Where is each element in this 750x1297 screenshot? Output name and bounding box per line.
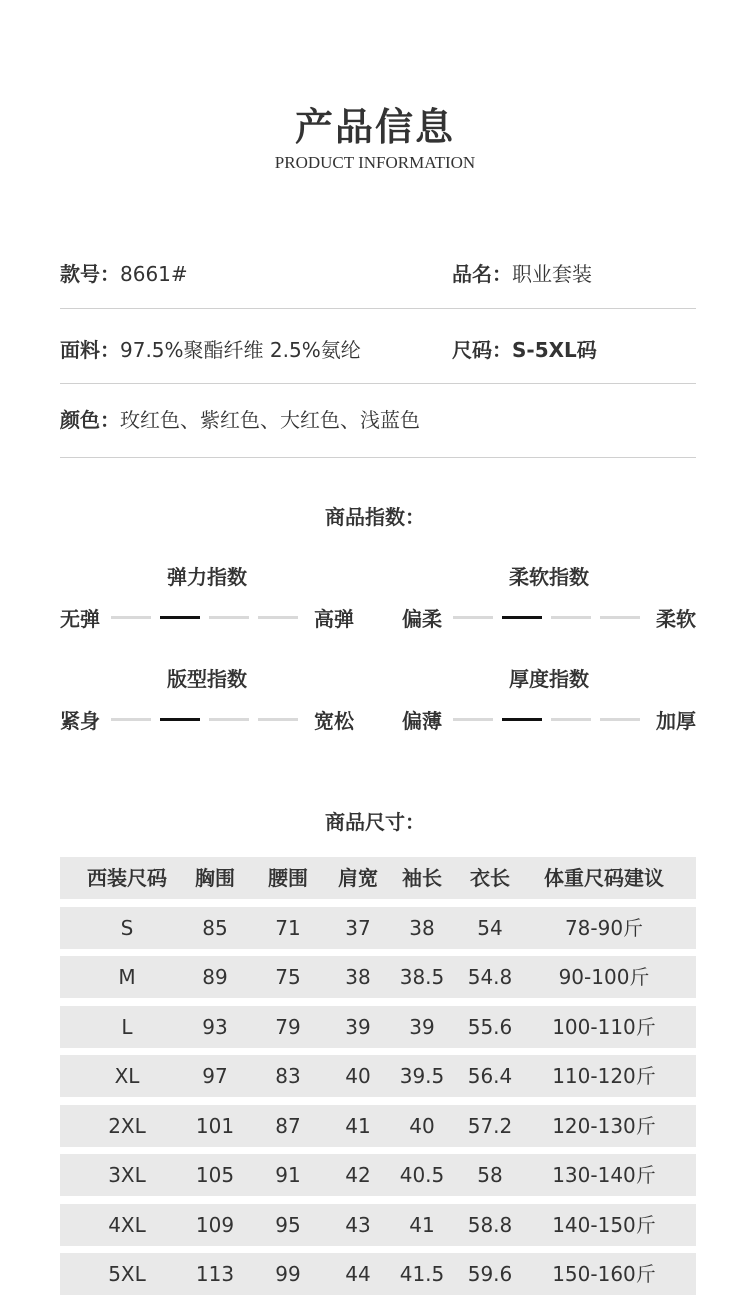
- table-cell: 38: [409, 916, 435, 940]
- table-row: [60, 1253, 696, 1295]
- index-level-marker: [160, 718, 200, 721]
- table-cell: 59.6: [467, 1262, 513, 1286]
- index-max-label: 宽松: [314, 709, 354, 733]
- size-field: [452, 334, 597, 363]
- table-cell: 58: [477, 1163, 503, 1187]
- size-section-title: 商品尺寸：: [325, 810, 425, 834]
- index-min-label: 偏柔: [402, 607, 442, 631]
- table-cell: 93: [202, 1015, 228, 1039]
- table-cell: XL: [114, 1064, 140, 1088]
- table-cell: 100-110斤: [552, 1015, 656, 1039]
- table-cell: 54.8: [467, 965, 513, 989]
- table-cell: 39: [345, 1015, 371, 1039]
- index-level-marker: [160, 616, 200, 619]
- divider: [60, 308, 696, 309]
- index-block: [60, 663, 354, 743]
- index-min-label: 无弹: [60, 607, 100, 631]
- fabric-field: [60, 334, 361, 363]
- index-block: [402, 663, 696, 743]
- index-min-label: 偏薄: [402, 709, 442, 733]
- table-cell: 56.4: [467, 1064, 513, 1088]
- table-cell: 40: [345, 1064, 371, 1088]
- column-header: 腰围: [268, 866, 308, 890]
- index-scale-segment: [111, 616, 151, 619]
- table-cell: 55.6: [467, 1015, 513, 1039]
- column-header: 胸围: [195, 866, 235, 890]
- table-cell: 85: [202, 916, 228, 940]
- index-name: 厚度指数: [509, 667, 589, 691]
- table-cell: 89: [202, 965, 228, 989]
- table-row: [60, 1204, 696, 1246]
- table-cell: 40: [409, 1114, 435, 1138]
- table-cell: 57.2: [467, 1114, 513, 1138]
- style-value: 8661#: [120, 262, 188, 286]
- size-label: 尺码：: [452, 338, 512, 362]
- table-cell: M: [118, 965, 136, 989]
- table-cell: L: [121, 1015, 133, 1039]
- color-label: 颜色：: [60, 408, 120, 432]
- index-max-label: 柔软: [656, 607, 696, 631]
- table-cell: 54: [477, 916, 503, 940]
- index-scale-segment: [453, 616, 493, 619]
- table-cell: 44: [345, 1262, 371, 1286]
- table-row: [60, 956, 696, 998]
- table-cell: 120-130斤: [552, 1114, 656, 1138]
- index-scale-segment: [600, 718, 640, 721]
- index-block: [402, 561, 696, 641]
- page-title: 产品信息: [294, 105, 455, 149]
- table-cell: 39.5: [399, 1064, 445, 1088]
- index-scale-segment: [551, 718, 591, 721]
- table-cell: 91: [275, 1163, 301, 1187]
- table-cell: 41: [345, 1114, 371, 1138]
- column-header: 肩宽: [338, 866, 378, 890]
- index-scale-segment: [209, 616, 249, 619]
- table-cell: 58.8: [467, 1213, 513, 1237]
- color-field: [60, 404, 420, 433]
- table-row: [60, 907, 696, 949]
- divider: [60, 383, 696, 384]
- divider: [60, 457, 696, 458]
- table-cell: 42: [345, 1163, 371, 1187]
- table-cell: 43: [345, 1213, 371, 1237]
- index-level-marker: [502, 616, 542, 619]
- name-label: 品名：: [452, 262, 512, 286]
- column-header: 西装尺码: [87, 866, 167, 890]
- column-header: 体重尺码建议: [544, 866, 664, 890]
- table-header: [60, 857, 696, 899]
- index-scale-segment: [551, 616, 591, 619]
- table-cell: 113: [195, 1262, 235, 1286]
- index-scale-segment: [111, 718, 151, 721]
- index-name: 柔软指数: [509, 565, 589, 589]
- table-cell: 37: [345, 916, 371, 940]
- index-block: [60, 561, 354, 641]
- size-value: S-5XL码: [512, 338, 597, 362]
- table-cell: 4XL: [108, 1213, 146, 1237]
- table-cell: 71: [275, 916, 301, 940]
- table-row: [60, 1154, 696, 1196]
- index-section-title: 商品指数：: [325, 505, 425, 529]
- color-value: 玫红色、紫红色、大红色、浅蓝色: [120, 408, 420, 432]
- table-cell: 101: [195, 1114, 235, 1138]
- style-field: [60, 258, 188, 287]
- column-header: 袖长: [402, 866, 442, 890]
- index-level-marker: [502, 718, 542, 721]
- index-name: 弹力指数: [167, 565, 247, 589]
- table-cell: 78-90斤: [564, 916, 644, 940]
- table-cell: 99: [275, 1262, 301, 1286]
- table-cell: 2XL: [108, 1114, 146, 1138]
- table-cell: 110-120斤: [552, 1064, 656, 1088]
- table-cell: 38: [345, 965, 371, 989]
- name-field: [452, 258, 592, 287]
- table-cell: 39: [409, 1015, 435, 1039]
- table-row: [60, 1105, 696, 1147]
- index-max-label: 高弹: [314, 607, 354, 631]
- table-cell: 97: [202, 1064, 228, 1088]
- index-scale-segment: [600, 616, 640, 619]
- table-cell: 40.5: [399, 1163, 445, 1187]
- table-row: [60, 1006, 696, 1048]
- table-cell: 140-150斤: [552, 1213, 656, 1237]
- table-cell: S: [120, 916, 134, 940]
- table-cell: 105: [195, 1163, 235, 1187]
- table-cell: 79: [275, 1015, 301, 1039]
- table-cell: 41.5: [399, 1262, 445, 1286]
- table-cell: 109: [195, 1213, 235, 1237]
- index-scale-segment: [453, 718, 493, 721]
- index-scale-segment: [258, 718, 298, 721]
- style-label: 款号：: [60, 262, 120, 286]
- index-scale-segment: [209, 718, 249, 721]
- table-cell: 3XL: [108, 1163, 146, 1187]
- fabric-label: 面料：: [60, 338, 120, 362]
- index-min-label: 紧身: [60, 709, 100, 733]
- table-cell: 5XL: [108, 1262, 146, 1286]
- page-subtitle: PRODUCT INFORMATION: [274, 153, 476, 172]
- table-cell: 130-140斤: [552, 1163, 656, 1187]
- table-cell: 75: [275, 965, 301, 989]
- fabric-value: 97.5%聚酯纤维 2.5%氨纶: [120, 338, 361, 362]
- table-cell: 90-100斤: [558, 965, 650, 989]
- table-cell: 150-160斤: [552, 1262, 656, 1286]
- index-max-label: 加厚: [656, 709, 696, 733]
- index-name: 版型指数: [167, 667, 247, 691]
- table-cell: 41: [409, 1213, 435, 1237]
- index-scale-segment: [258, 616, 298, 619]
- table-cell: 83: [275, 1064, 301, 1088]
- table-cell: 38.5: [399, 965, 445, 989]
- table-row: [60, 1055, 696, 1097]
- table-cell: 95: [275, 1213, 301, 1237]
- table-cell: 87: [275, 1114, 301, 1138]
- name-value: 职业套装: [512, 262, 592, 286]
- column-header: 衣长: [470, 866, 510, 890]
